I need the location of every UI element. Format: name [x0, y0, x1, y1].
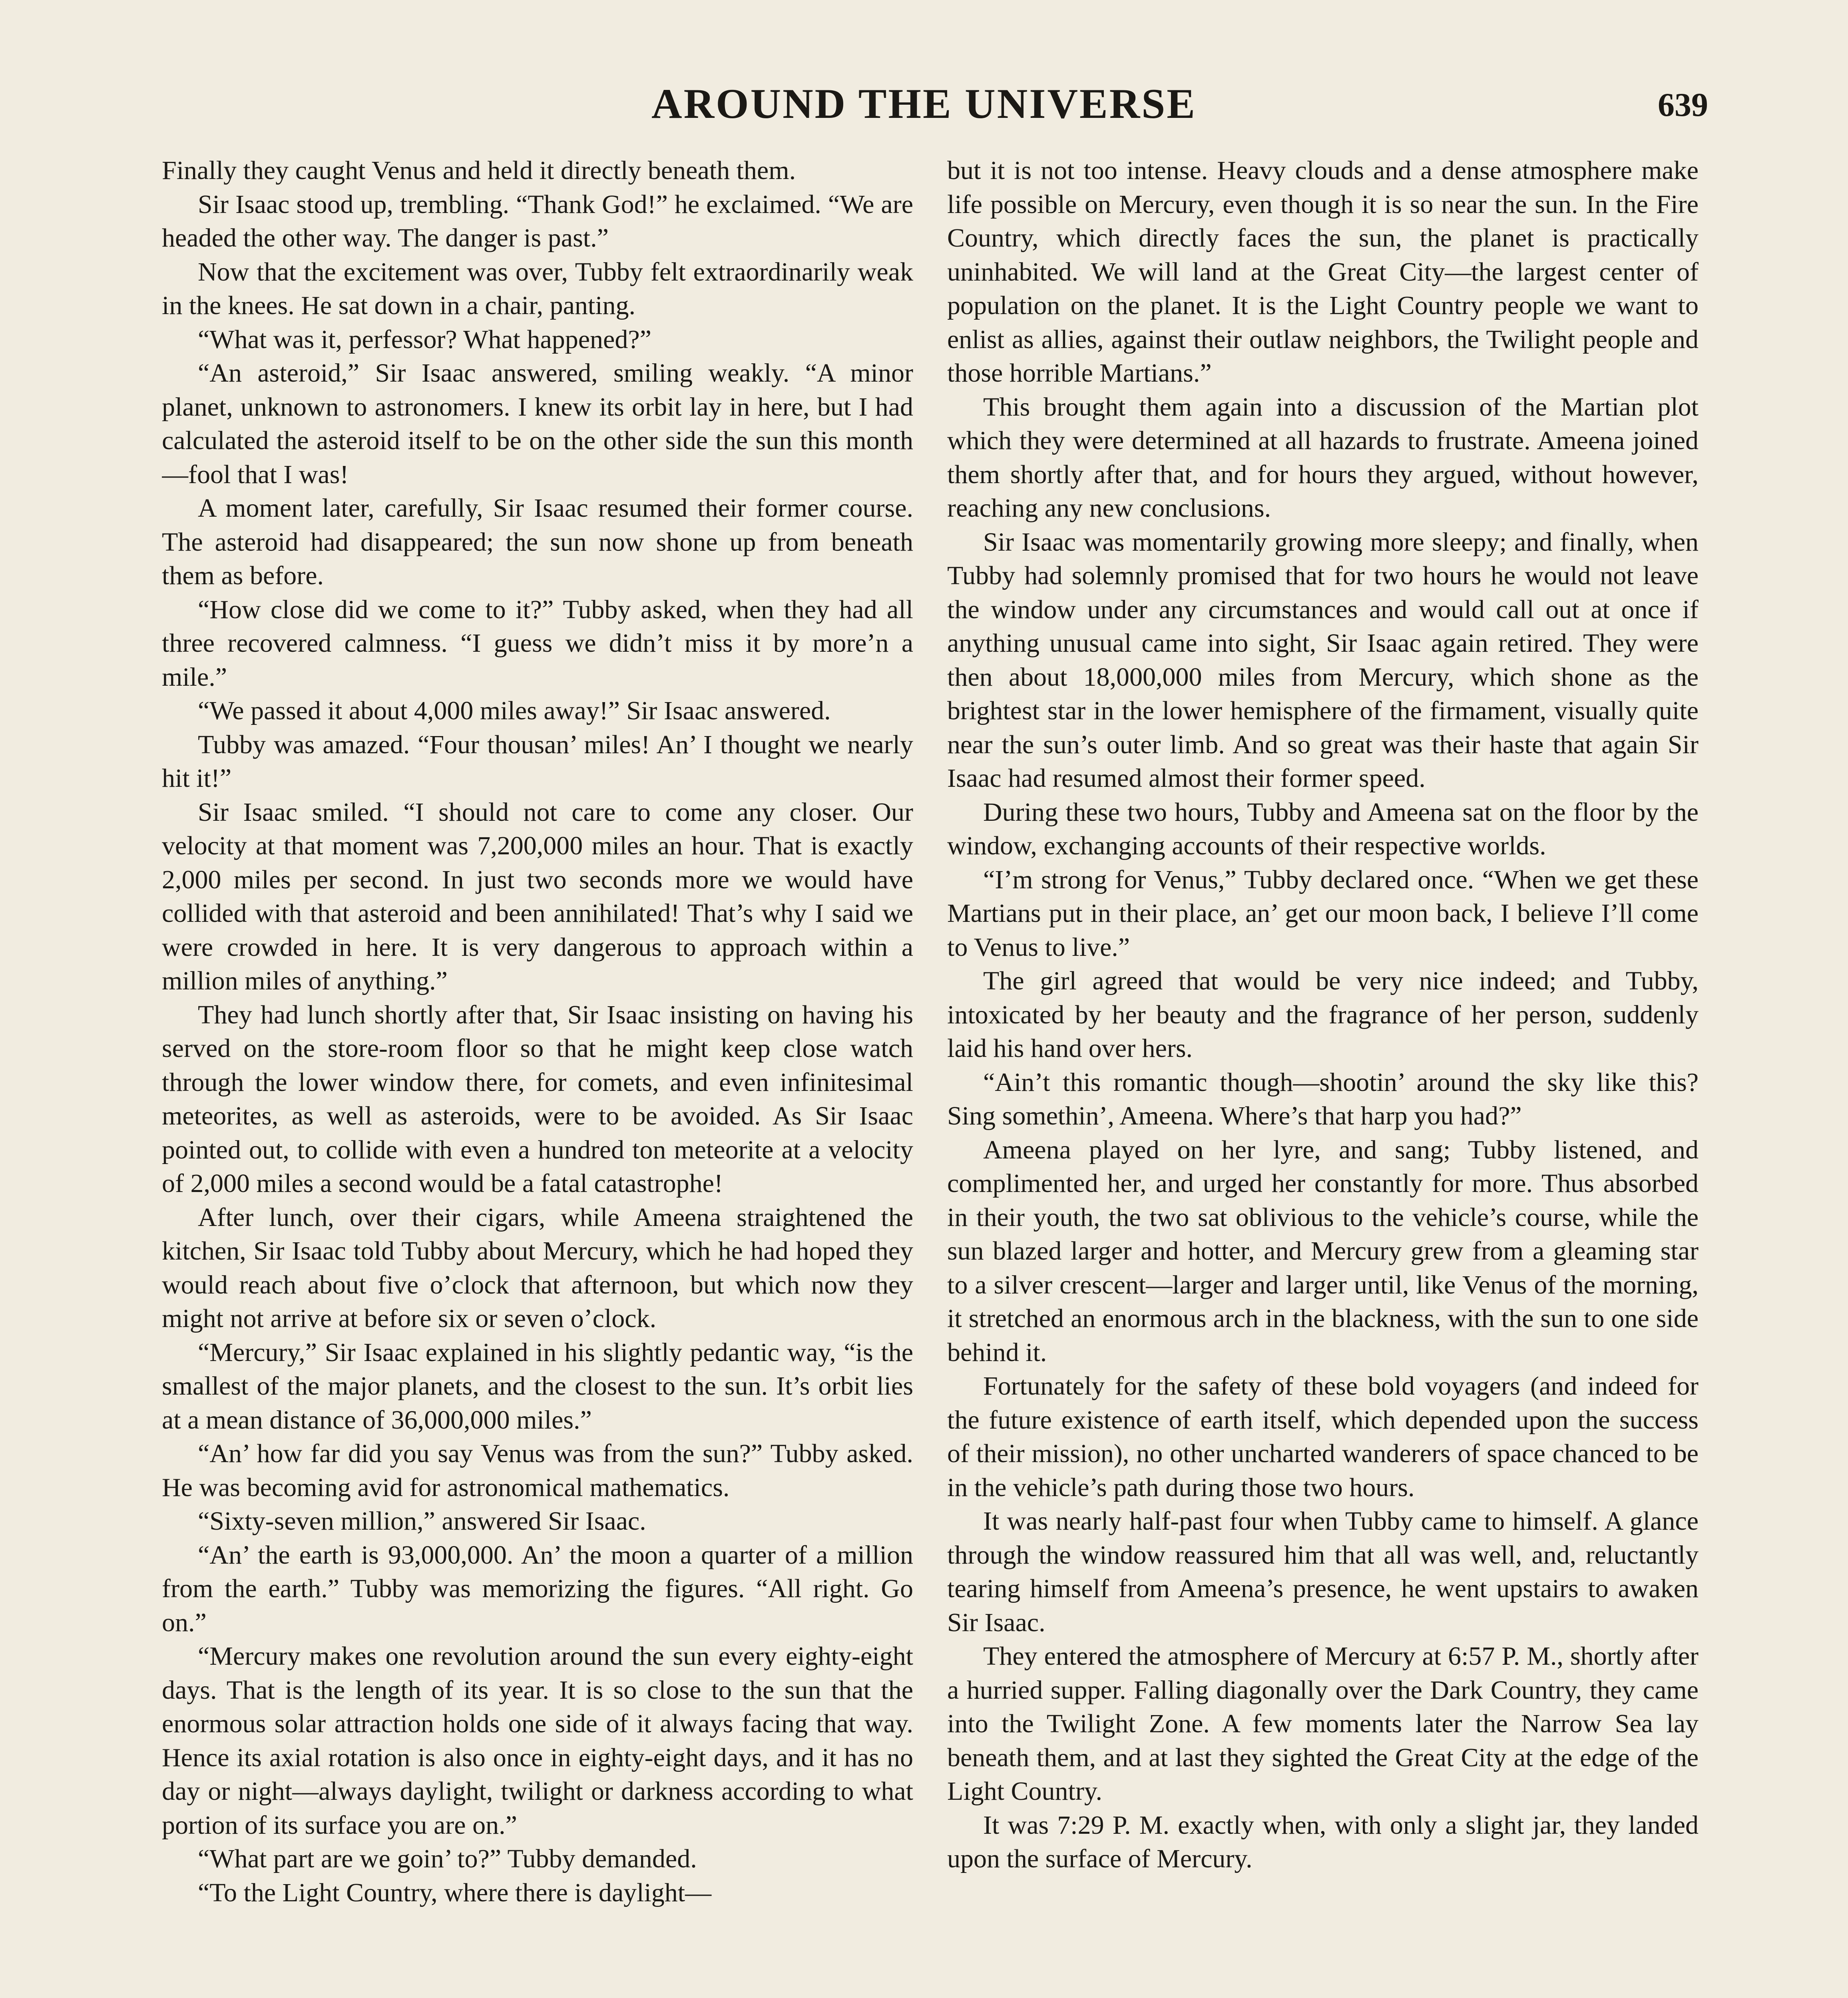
page-header	[140, 76, 1708, 144]
paragraph: It was 7:29 P. M. exactly when, with only a slight jar, they landed upon the surface of Mercury.	[947, 1810, 1699, 1873]
paragraph: After lunch, over their cigars, while Ameena straightened the kitchen, Sir Isaac told Tubby about Mercury, which he had hoped they would reach about five o’clock that afternoon, but which now they might not arrive at before six or seven o’clock.	[162, 1202, 913, 1333]
paragraph: “Sixty-seven million,” answered Sir Isaac.	[198, 1506, 646, 1536]
paragraph: “I’m strong for Venus,” Tubby declared once. “When we get these Martians put in their place, an’ get our moon back, I believe I’ll come to Venus to live.”	[947, 865, 1699, 962]
paragraph: They had lunch shortly after that, Sir Isaac insisting on having his served on the store-room floor so that he might keep close watch through the lower window there, for comets, and even infinitesimal meteorites, as well as asteroids, were to be avoided. As Sir Isaac pointed out, to collide with even a hundred ton meteorite at a velocity of 2,000 miles a second would be a fatal catastrophe!	[162, 1000, 913, 1198]
paragraph: During these two hours, Tubby and Ameena sat on the floor by the window, exchanging accounts of their respective worlds.	[947, 797, 1699, 860]
paragraph: “Ain’t this romantic though—shootin’ around the sky like this? Sing somethin’, Ameena. Where’s that harp you had?”	[947, 1067, 1699, 1130]
paragraph: “An’ how far did you say Venus was from the sun?” Tubby asked. He was becoming avid for astronomical mathematics.	[162, 1439, 913, 1502]
paragraph: They entered the atmosphere of Mercury at 6:57 P. M., shortly after a hurried supper. Falling diagonally over the Dark Country, they came into the Twilight Zone. A few moments later the Narrow Sea lay beneath them, and at last they sighted the Great City at the edge of the Light Country.	[947, 1642, 1699, 1806]
page-number: 639	[1658, 86, 1708, 123]
paragraph: Sir Isaac stood up, trembling. “Thank God!” he exclaimed. “We are headed the other way. The danger is past.”	[162, 189, 913, 253]
paragraph: “Mercury,” Sir Isaac explained in his slightly pedantic way, “is the smallest of the major planets, and the closest to the sun. It’s orbit lies at a mean distance of 36,000,000 miles.”	[162, 1337, 913, 1435]
paragraph: “We passed it about 4,000 miles away!” Sir Isaac answered.	[198, 696, 831, 725]
paragraph: This brought them again into a discussion of the Martian plot which they were determined at all hazards to frustrate. Ameena joined them shortly after that, and for hours they argued, without however, reaching any new conclusions.	[947, 392, 1699, 523]
paragraph: “What part are we goin’ to?” Tubby demanded.	[198, 1844, 697, 1873]
paragraph: The girl agreed that would be very nice indeed; and Tubby, intoxicated by her beauty and the fragrance of her person, suddenly laid his hand over hers.	[947, 966, 1699, 1063]
paragraph: A moment later, carefully, Sir Isaac resumed their former course. The asteroid had disappeared; the sun now shone up from beneath them as before.	[162, 494, 913, 590]
paragraph: Fortunately for the safety of these bold voyagers (and indeed for the future existence of earth itself, which depended upon the success of their mission), no other uncharted wanderers of space chanced to be in the vehicle’s path during those two hours.	[947, 1371, 1699, 1502]
paragraph: It was nearly half-past four when Tubby came to himself. A glance through the window reassured him that all was well, and, reluctantly tearing himself from Ameena’s presence, he went upstairs to awaken Sir Isaac.	[947, 1506, 1699, 1637]
paragraph: “Mercury makes one revolution around the sun every eighty-eight days. That is the length of its year. It is so close to the sun that the enormous solar attraction holds one side of it always facing that way. Hence its axial rotation is also once in eighty-eight days, and it has no day or night—always daylight, twilight or darkness according to what portion of its surface you are on.”	[162, 1642, 913, 1840]
paragraph: Sir Isaac was momentarily growing more sleepy; and finally, when Tubby had solemnly promised that for two hours he would not leave the window under any circumstances and would call out at once if anything unusual came into sight, Sir Isaac again retired. They were then about 18,000,000 miles from Mercury, which shone as the brightest star in the lower hemisphere of the firmament, visually quite near the sun’s outer limb. And so great was their haste that again Sir Isaac had resumed almost their former speed.	[947, 527, 1699, 793]
paragraph: Finally they caught Venus and held it directly beneath them.	[162, 156, 796, 185]
paragraph: Now that the excitement was over, Tubby felt extraordinarily weak in the knees. He sat down in a chair, panting.	[162, 257, 913, 320]
paragraph: “What was it, perfessor? What happened?”	[198, 324, 651, 354]
left-column	[162, 154, 913, 1998]
paragraph: “To the Light Country, where there is daylight—	[198, 1878, 712, 1907]
paragraph: Ameena played on her lyre, and sang; Tubby listened, and complimented her, and urged her constantly for more. Thus absorbed in their youth, the two sat oblivious to the vehicle’s course, while the sun blazed larger and hotter, and Mercury grew from a gleaming star to a silver crescent—larger and larger until, like Venus of the morning, it stretched an enormous arch in the blackness, with the sun to one side behind it.	[947, 1135, 1699, 1367]
running-title: AROUND THE UNIVERSE	[651, 80, 1197, 127]
paragraph: Sir Isaac smiled. “I should not care to come any closer. Our velocity at that moment was 7,200,000 miles an hour. That is exactly 2,000 miles per second. In just two seconds more we would have collided with that asteroid and been annihilated! That’s why I said we were crowded in here. It is very dangerous to approach within a million miles of anything.”	[162, 797, 913, 995]
paragraph: “An’ the earth is 93,000,000. An’ the moon a quarter of a million from the earth.” Tubby was memorizing the figures. “All right. Go on.”	[162, 1540, 913, 1637]
paragraph: “An asteroid,” Sir Isaac answered, smiling weakly. “A minor planet, unknown to astronomers. I knew its orbit lay in here, but I had calculated the asteroid itself to be on the other side the sun this month—fool that I was!	[162, 358, 913, 489]
paragraph: Tubby was amazed. “Four thousan’ miles! An’ I thought we nearly hit it!”	[162, 730, 913, 793]
paragraph: but it is not too intense. Heavy clouds and a dense atmosphere make life possible on Mercury, even though it is so near the sun. In the Fire Country, which directly faces the sun, the planet is practically uninhabited. We will land at the Great City—the largest center of population on the planet. It is the Light Country people we want to enlist as allies, against their outlaw neighbors, the Twilight people and those horrible Martians.”	[947, 156, 1699, 388]
right-column	[947, 154, 1699, 1998]
paragraph: “How close did we come to it?” Tubby asked, when they had all three recovered calmness. “I guess we didn’t miss it by more’n a mile.”	[162, 595, 913, 692]
